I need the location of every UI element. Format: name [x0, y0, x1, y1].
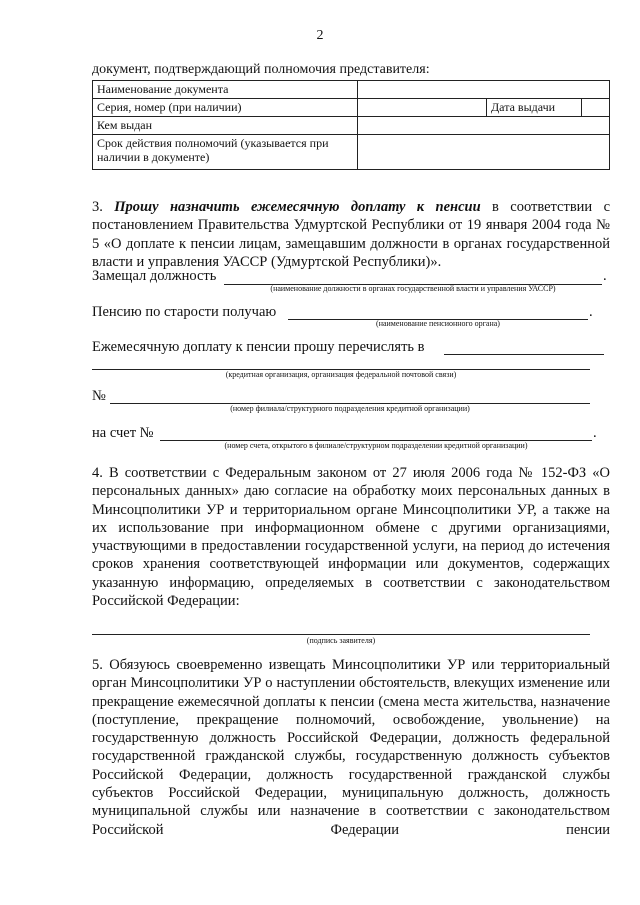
- validity-value[interactable]: [358, 135, 610, 170]
- branch-caption: (номер филиала/структурного подразделения кредитной организации): [230, 404, 470, 413]
- issued-by-label: Кем выдан: [93, 117, 358, 135]
- validity-label-line1: Срок действия полномочий (указывается при: [97, 136, 329, 150]
- issued-by-value[interactable]: [358, 117, 610, 135]
- account-label: на счет №: [92, 425, 154, 441]
- signature-field[interactable]: [92, 634, 590, 635]
- section-4-paragraph: 4. В соответствии с Федеральным законом от 27 июля 2006 года № 152-ФЗ «О персональных данных» даю согласие на обработку моих персональных данных в Минсоцполитики УР и территориальном органе Минсоцполитики УР, а также на их использование при информационном обмене с другими организациями, участвующими в предоставлении государственной услуги, на период до истечения сроков хранения соответствующей информации или документов, содержащих указанную информацию, определяемых в соответствии с законодательством Российской Федерации:: [92, 465, 610, 610]
- credit-caption: (кредитная организация, организация федеральной почтовой связи): [225, 370, 457, 379]
- number-label: №: [92, 388, 106, 404]
- validity-label-line2: наличии в документе): [97, 150, 210, 164]
- doc-name-value[interactable]: [358, 81, 610, 99]
- section-3-text: в соответствии с постановлением Правительства Удмуртской Республики от 19 января 2004 года № 5 «О доплате к пенсии лицам, замещавшим должности в органах государственной власти и управления УАССР (Удмуртской Республики)».: [92, 199, 611, 270]
- representative-intro: документ, подтверждающий полномочия представителя:: [92, 62, 430, 77]
- position-caption: (наименование должности в органах государственной власти и управления УАССР): [270, 284, 556, 293]
- issue-date-value[interactable]: [582, 99, 610, 117]
- section-3-lead: 3.: [92, 199, 115, 215]
- table-row: [93, 135, 610, 170]
- pension-caption: (наименование пенсионного органа): [376, 319, 500, 328]
- document-page: 2 документ, подтверждающий полномочия представителя: Наименование документа Серия, номер (при наличии) Дата выдачи Кем выдан Срок действия полномочий (указывается при наличии в документе) 3. Прошу назначить ежемесячную доплату к пенсии в соответствии с постановлением Правительства Удмуртской Республики от 19 января 2004 года № 5 «О доплате к пенсии лицам, замещавшим должности в органах государственной власти и управления УАССР (Удмуртской Республики)». Замещал должность . (наименование должности в органах государственной власти и управления УАССР) Пенсию по старости получаю . (наименование пенсионного органа) Ежемесячную доплату к пенсии прошу перечислять в (кредитная организация, организация федеральной почтовой связи) № (номер филиала/структурного подразделения кредитной организации) на счет № . (номер счета, открытого в филиале/структурном подразделении кредитной организации) 4. В соответствии с Федеральным законом от 27 июля 2006 года № 152-ФЗ «О персональных данных» даю согласие на обработку моих персональных данных в Минсоцполитики УР и территориальном органе Минсоцполитики УР, а также на их использование при информационном обмене с другими организациями, участвующими в предоставлении государственной услуги, на период до истечения сроков хранения соответствующей информации или документов, содержащих указанную информацию, определяемых в соответствии с законодательством Российской Федерации: (подпись заявителя) 5. Обязуюсь своевременно извещать Минсоцполитики УР или территориальный орган Минсоцполитики УР о наступлении обстоятельств, влекущих изменение или прекращение ежемесячной доплаты к пенсии (смена места жительства, назначение (поступление, прекращение полномочий, освобождение, увольнение) на государственную должность Российской Федерации, должность федеральной государственной гражданской службы, государственную должность субъектов Российской Федерации, должность государственной гражданской службы субъектов Российской Федерации, муниципальную должность, должность муниципальной службы или назначение в соответствии с законодательством Российской Федерации пенсии: [0, 0, 640, 905]
- table-row: [93, 81, 610, 99]
- page-number: 2: [316, 28, 324, 43]
- transfer-field[interactable]: [444, 354, 604, 355]
- representative-document-table: [92, 80, 610, 170]
- series-label: Серия, номер (при наличии): [93, 99, 358, 117]
- position-label: Замещал должность: [92, 268, 217, 284]
- table-row: [93, 99, 610, 117]
- signature-caption: (подпись заявителя): [306, 636, 376, 645]
- doc-name-label: Наименование документа: [93, 81, 358, 99]
- section-3-paragraph: [92, 198, 610, 271]
- account-caption: (номер счета, открытого в филиале/структурном подразделении кредитной организации): [224, 441, 528, 450]
- table-row: [93, 117, 610, 135]
- issue-date-label: Дата выдачи: [487, 99, 582, 117]
- section-5-paragraph: 5. Обязуюсь своевременно извещать Минсоцполитики УР или территориальный орган Минсоцполитики УР о наступлении обстоятельств, влекущих изменение или прекращение ежемесячной доплаты к пенсии (смена места жительства, назначение (поступление, прекращение полномочий, освобождение, увольнение) на государственную должность Российской Федерации, должность федеральной государственной гражданской службы, государственную должность субъектов Российской Федерации, должность государственной гражданской службы субъектов Российской Федерации, муниципальную должность, должность муниципальной службы или назначение в соответствии с законодательством Российской Федерации пенсии: [92, 657, 610, 838]
- section-3-emphasis: Прошу назначить ежемесячную доплату к пенсии: [114, 199, 481, 215]
- series-value[interactable]: [358, 99, 487, 117]
- pension-label: Пенсию по старости получаю: [92, 304, 277, 320]
- validity-label: [93, 135, 358, 170]
- transfer-label: Ежемесячную доплату к пенсии прошу перечислять в: [92, 339, 425, 355]
